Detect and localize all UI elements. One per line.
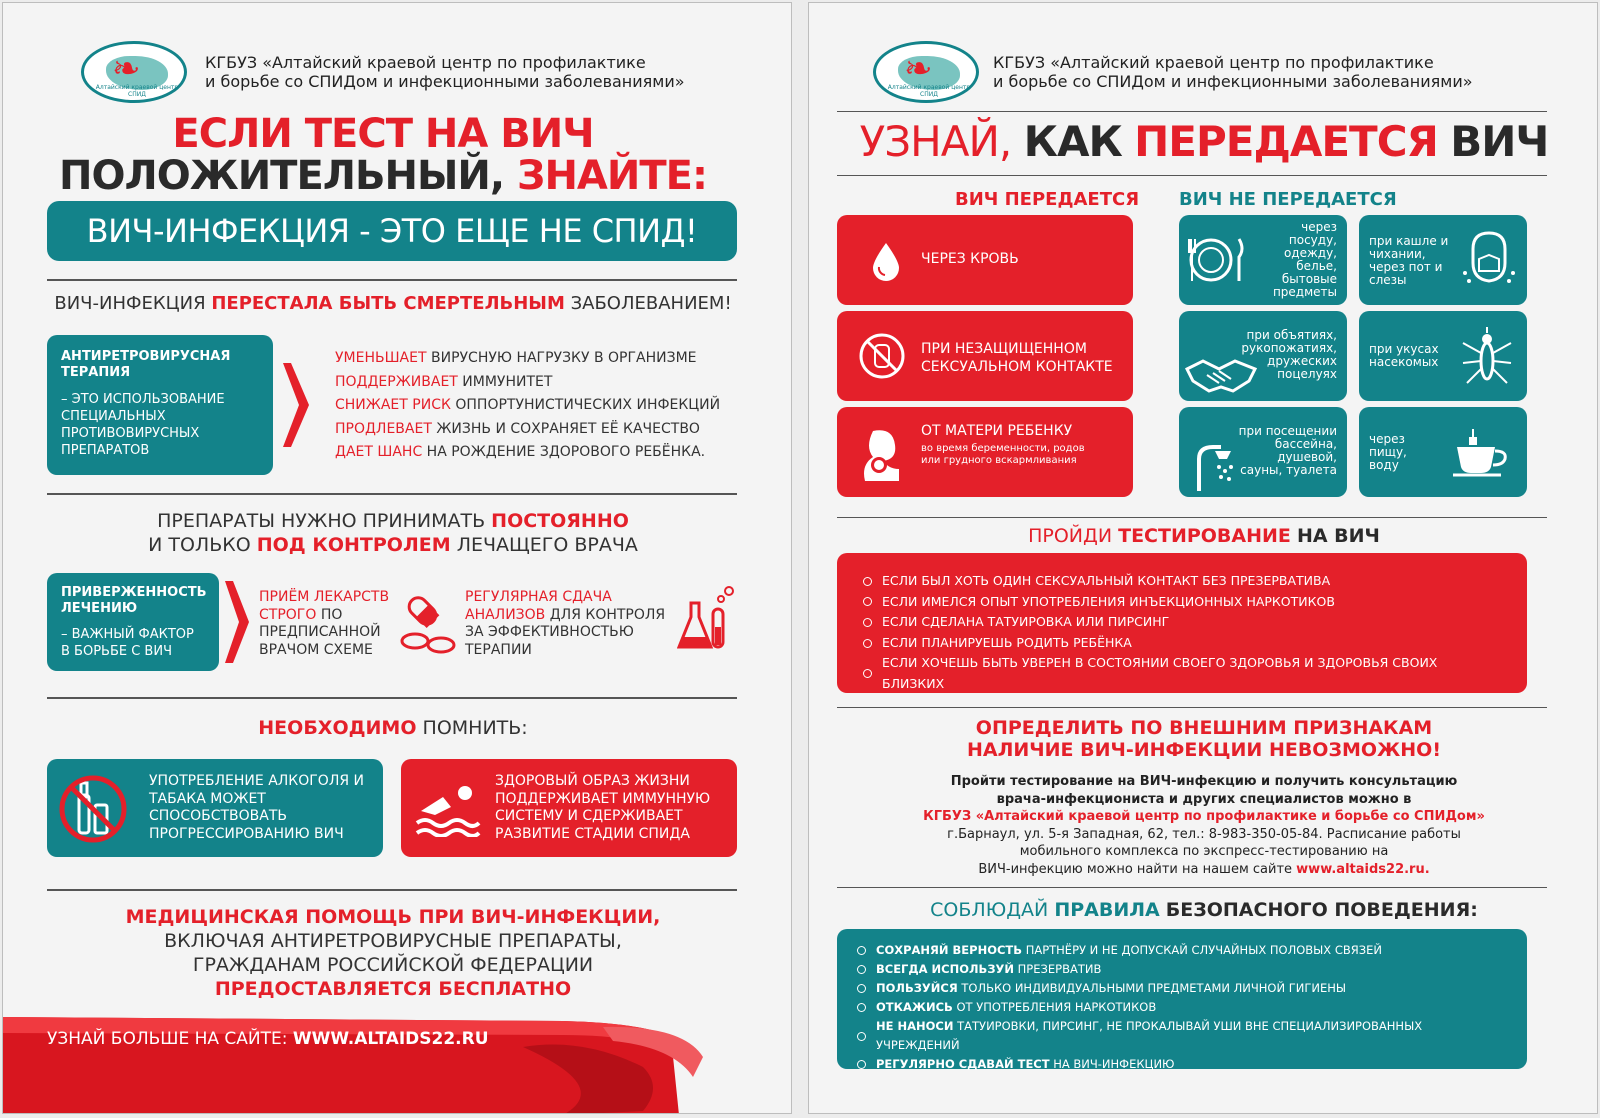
arrow-icon xyxy=(225,581,249,663)
info-2: врача-инфекциониста и других специалистов можно в xyxy=(996,791,1412,807)
flask-icon xyxy=(677,583,737,655)
art-effect xyxy=(335,347,720,371)
footer-a: УЗНАЙ БОЛЬШЕ НА САЙТЕ: xyxy=(47,1029,288,1049)
divider xyxy=(837,707,1547,708)
med-1: МЕДИЦИНСКАЯ ПОМОЩЬ ПРИ ВИЧ-ИНФЕКЦИИ, xyxy=(125,906,661,928)
rule-bold: ВСЕГДА ИСПОЛЬЗУЙ xyxy=(876,962,1014,976)
rules-heading xyxy=(809,899,1598,921)
testing-item-text: ЕСЛИ ХОЧЕШЬ БЫТЬ УВЕРЕН В СОСТОЯНИИ СВОЕГО ЗДОРОВЬЯ И ЗДОРОВЬЯ СВОИХ БЛИЗКИХ xyxy=(882,655,1438,691)
effect-text: ЖИЗНЬ И СОХРАНЯЕТ ЕЁ КАЧЕСТВО xyxy=(436,420,700,437)
bullet-icon xyxy=(857,965,866,974)
title-how: КАК xyxy=(1023,117,1122,166)
rules-b: ПРАВИЛА xyxy=(1054,899,1160,921)
divider xyxy=(837,887,1547,888)
transmitted-card xyxy=(837,311,1133,401)
not-fatal-statement xyxy=(3,293,783,314)
org-logo xyxy=(873,41,979,103)
rule-item xyxy=(857,1055,1507,1074)
logo-caption: Алтайский краевой центр СПИД xyxy=(95,84,179,98)
testing-box xyxy=(837,553,1527,693)
not-transmitted-text: через пищу, воду xyxy=(1369,432,1407,472)
rules-a: СОБЛЮДАЙ xyxy=(930,899,1049,921)
rule-item xyxy=(857,1017,1507,1055)
not-transmitted-card xyxy=(1359,407,1527,497)
testing-b: ТЕСТИРОВАНИЕ xyxy=(1118,525,1291,547)
org-name-line1: КГБУЗ «Алтайский краевой центр по профилактике xyxy=(205,53,646,72)
bullet-icon xyxy=(863,669,872,678)
med-2: ВКЛЮЧАЯ АНТИРЕТРОВИРУСНЫЕ ПРЕПАРАТЫ, xyxy=(164,930,622,952)
testing-item xyxy=(863,571,1501,592)
rule-text: НА ВИЧ-ИНФЕКЦИЮ xyxy=(1053,1057,1175,1071)
effect-verb: ДАЕТ ШАНС xyxy=(335,444,423,460)
transmitted-card xyxy=(837,407,1133,497)
art-title: АНТИРЕТРОВИРУСНАЯ ТЕРАПИЯ xyxy=(61,349,231,380)
tea-cup-icon xyxy=(1451,425,1515,479)
divider xyxy=(837,111,1547,112)
divider xyxy=(47,279,737,281)
divider xyxy=(47,697,737,699)
adherence-box xyxy=(47,573,219,671)
transmitted-text: ОТ МАТЕРИ РЕБЕНКУ xyxy=(921,423,1073,439)
rules-box xyxy=(837,929,1527,1069)
red-ribbon-icon: ❧ xyxy=(904,49,933,89)
org-logo xyxy=(81,41,187,103)
alcohol-box xyxy=(47,759,383,857)
not-transmitted-text: при кашле и чихании, через пот и слезы xyxy=(1369,234,1449,287)
healthy-text: ЗДОРОВЫЙ ОБРАЗ ЖИЗНИ ПОДДЕРЖИВАЕТ ИММУННУЮ СИСТЕМУ И СДЕРЖИВАЕТ РАЗВИТИЕ СТАДИИ СПИДА xyxy=(495,773,711,842)
divider xyxy=(47,493,737,495)
not-transmitted-card xyxy=(1179,215,1347,305)
transmitted-heading: ВИЧ ПЕРЕДАЕТСЯ xyxy=(955,189,1140,210)
testing-a: ПРОЙДИ xyxy=(1028,525,1113,547)
tests-rest: ДЛЯ КОНТРОЛЯ ЗА ЭФФЕКТИВНОСТЬЮ ТЕРАПИИ xyxy=(465,606,666,658)
divider xyxy=(47,889,737,891)
title-learn: УЗНАЙ, xyxy=(859,117,1012,166)
org-name-line1: КГБУЗ «Алтайский краевой центр по профилактике xyxy=(993,53,1434,72)
healthy-box xyxy=(401,759,737,857)
rule-text: ПАРТНЁРУ И НЕ ДОПУСКАЙ СЛУЧАЙНЫХ ПОЛОВЫХ СВЯЗЕЙ xyxy=(1025,943,1382,957)
left-page xyxy=(2,2,792,1114)
transmitted-text: ЧЕРЕЗ КРОВЬ xyxy=(921,251,1019,267)
website-link[interactable]: www.altaids22.ru. xyxy=(1296,861,1430,877)
not-aids-banner xyxy=(47,201,737,261)
rule-item xyxy=(857,960,1507,979)
not-transmitted-text: через посуду, одежду, белье, бытовые предметы xyxy=(1272,220,1337,299)
art-effect xyxy=(335,441,720,465)
info-5: мобильного комплекса по экспресс-тестированию на xyxy=(1019,844,1389,859)
bullet-icon xyxy=(863,577,872,586)
transmission-title xyxy=(809,117,1598,166)
banner-text: ВИЧ-ИНФЕКЦИЯ - ЭТО ЕЩЕ НЕ СПИД! xyxy=(86,212,698,250)
testing-c: НА ВИЧ xyxy=(1296,525,1380,547)
bullet-icon xyxy=(857,1060,866,1069)
tests-text xyxy=(465,589,685,659)
footer-ribbon xyxy=(3,1007,792,1114)
logo-caption: Алтайский краевой центр СПИД xyxy=(887,84,971,98)
drugs-c: И ТОЛЬКО xyxy=(148,534,251,556)
art-desc: – ЭТО ИСПОЛЬЗОВАНИЕ СПЕЦИАЛЬНЫХ ПРОТИВОВИРУСНЫХ ПРЕПАРАТОВ xyxy=(61,392,225,458)
info-3: КГБУЗ «Алтайский краевой центр по профилактике и борьбе со СПИДом» xyxy=(923,809,1485,824)
bullet-icon xyxy=(857,1003,866,1012)
rule-bold: СОХРАНЯЙ ВЕРНОСТЬ xyxy=(876,943,1023,957)
impossible-2: НАЛИЧИЕ ВИЧ-ИНФЕКЦИИ НЕВОЗМОЖНО! xyxy=(966,739,1441,761)
rule-text: ТОЛЬКО ИНДИВИДУАЛЬНЫМИ ПРЕДМЕТАМИ ЛИЧНОЙ ГИГИЕНЫ xyxy=(961,981,1347,995)
title-know: ЗНАЙТЕ: xyxy=(517,153,707,199)
intake-rest: ПО ПРЕДПИСАННОЙ ВРАЧОМ СХЕМЕ xyxy=(259,606,381,658)
art-box xyxy=(47,335,273,475)
rule-text: ТАТУИРОВКИ, ПИРСИНГ, НЕ ПРОКАЛЫВАЙ УШИ ВНЕ СПЕЦИАЛИЗИРОВАННЫХ УЧРЕЖДЕНИЙ xyxy=(876,1019,1423,1052)
swimmer-icon xyxy=(415,781,481,837)
statement-b: ПЕРЕСТАЛА БЫТЬ СМЕРТЕЛЬНЫМ xyxy=(211,293,565,314)
divider xyxy=(837,175,1547,176)
bullet-icon xyxy=(857,1032,866,1041)
bullet-icon xyxy=(857,984,866,993)
intake-red: ПРИЁМ ЛЕКАРСТВ СТРОГО xyxy=(259,589,390,623)
not-transmitted-card xyxy=(1179,311,1347,401)
effect-verb: ПОДДЕРЖИВАЕТ xyxy=(335,373,458,390)
rule-bold: НЕ НАНОСИ xyxy=(876,1019,954,1033)
info-4: г.Барнаул, ул. 5-я Западная, 62, тел.: 8-983-350-05-84. Расписание работы xyxy=(947,826,1461,842)
intake-text xyxy=(259,589,399,659)
impossible-statement xyxy=(809,717,1598,761)
statement-c: ЗАБОЛЕВАНИЕМ! xyxy=(570,293,732,314)
title-line2 xyxy=(3,153,763,199)
red-ribbon-icon: ❧ xyxy=(112,49,141,89)
testing-item xyxy=(863,612,1501,633)
testing-item xyxy=(863,592,1501,613)
statement-a: ВИЧ-ИНФЕКЦИЯ xyxy=(54,293,206,314)
testing-item-text: ЕСЛИ ПЛАНИРУЕШЬ РОДИТЬ РЕБЁНКА xyxy=(882,634,1132,650)
free-care-statement xyxy=(3,905,783,1001)
right-page xyxy=(808,2,1598,1114)
drugs-e: ЛЕЧАЩЕГО ВРАЧА xyxy=(456,534,638,556)
effect-text: НА РОЖДЕНИЕ ЗДОРОВОГО РЕБЁНКА. xyxy=(426,444,706,460)
med-3: ГРАЖДАНАМ РОССИЙСКОЙ ФЕДЕРАЦИИ xyxy=(192,954,594,976)
arrow-icon xyxy=(283,363,309,447)
drugs-b: ПОСТОЯННО xyxy=(491,510,629,532)
footer-text xyxy=(47,1029,489,1049)
remember-heading xyxy=(3,717,783,739)
info-6: ВИЧ-инфекцию можно найти на нашем сайте xyxy=(978,861,1293,877)
bullet-icon xyxy=(863,639,872,648)
rule-text: ОТ УПОТРЕБЛЕНИЯ НАРКОТИКОВ xyxy=(956,1000,1157,1014)
remember-b: ПОМНИТЬ: xyxy=(422,717,528,739)
org-name xyxy=(205,53,685,91)
bullet-icon xyxy=(863,597,872,606)
effect-text: ИММУНИТЕТ xyxy=(462,373,553,390)
testing-item-text: ЕСЛИ ИМЕЛСЯ ОПЫТ УПОТРЕБЛЕНИЯ ИНЪЕКЦИОННЫХ НАРКОТИКОВ xyxy=(882,593,1335,609)
tests-red: РЕГУЛЯРНАЯ СДАЧА АНАЛИЗОВ xyxy=(465,589,612,623)
website-link[interactable]: WWW.ALTAIDS22.RU xyxy=(292,1029,489,1049)
org-name-line2: и борьбе со СПИДом и инфекционными заболеваниями» xyxy=(993,72,1473,91)
rule-bold: ПОЛЬЗУЙСЯ xyxy=(876,981,958,995)
blood-drop-icon xyxy=(871,241,901,281)
title-hiv: ВИЧ xyxy=(1450,117,1549,166)
divider xyxy=(837,517,1547,518)
art-effect xyxy=(335,394,720,418)
not-transmitted-text: при укусах насекомых xyxy=(1369,342,1439,369)
transmitted-note: во время беременности, родов или грудного вскармливания xyxy=(921,443,1085,466)
effect-verb: СНИЖАЕТ РИСК xyxy=(335,397,451,413)
testing-item-text: ЕСЛИ СДЕЛАНА ТАТУИРОВКА ИЛИ ПИРСИНГ xyxy=(882,614,1170,630)
org-name xyxy=(993,53,1473,91)
title-line1: ЕСЛИ ТЕСТ НА ВИЧ xyxy=(172,111,594,157)
remember-a: НЕОБХОДИМО xyxy=(258,717,417,739)
art-effects-list xyxy=(335,347,720,465)
rules-c: БЕЗОПАСНОГО ПОВЕДЕНИЯ: xyxy=(1165,899,1478,921)
no-alcohol-icon xyxy=(57,773,129,845)
alcohol-text: УПОТРЕБЛЕНИЕ АЛКОГОЛЯ И ТАБАКА МОЖЕТ СПОСОБСТВОВАТЬ ПРОГРЕССИРОВАНИЮ ВИЧ xyxy=(149,773,364,842)
testing-heading xyxy=(809,525,1598,547)
transmitted-card xyxy=(837,215,1133,305)
not-transmitted-card xyxy=(1359,215,1527,305)
no-unprotected-sex-icon xyxy=(857,331,907,381)
info-1: Пройти тестирование на ВИЧ-инфекцию и получить консультацию xyxy=(950,774,1458,789)
not-transmitted-text: при объятиях, рукопожатиях, дружеских поцелуях xyxy=(1241,328,1337,381)
impossible-1: ОПРЕДЕЛИТЬ ПО ВНЕШНИМ ПРИЗНАКАМ xyxy=(975,717,1433,739)
effect-verb: УМЕНЬШАЕТ xyxy=(335,350,427,366)
mother-child-icon xyxy=(859,425,905,483)
bullet-icon xyxy=(857,946,866,955)
med-4: ПРЕДОСТАВЛЯЕТСЯ БЕСПЛАТНО xyxy=(214,978,572,1000)
title-transmitted: ПЕРЕДАЕТСЯ xyxy=(1134,117,1438,166)
cough-icon xyxy=(1459,229,1519,291)
rule-item xyxy=(857,979,1507,998)
art-effect xyxy=(335,371,720,395)
drugs-statement xyxy=(3,509,783,557)
adherence-desc: – ВАЖНЫЙ ФАКТОР В БОРЬБЕ С ВИЧ xyxy=(61,627,194,659)
not-transmitted-text: при посещении бассейна, душевой, сауны, туалета xyxy=(1238,424,1337,477)
effect-verb: ПРОДЛЕВАЕТ xyxy=(335,420,432,437)
bullet-icon xyxy=(863,618,872,627)
testing-item xyxy=(863,633,1501,654)
not-transmitted-card xyxy=(1179,407,1347,497)
effect-text: ВИРУСНУЮ НАГРУЗКУ В ОРГАНИЗМЕ xyxy=(431,350,697,366)
not-transmitted-card xyxy=(1359,311,1527,401)
rule-item xyxy=(857,941,1507,960)
not-transmitted-heading: ВИЧ НЕ ПЕРЕДАЕТСЯ xyxy=(1179,189,1397,210)
transmitted-text: ПРИ НЕЗАЩИЩЕННОМ СЕКСУАЛЬНОМ КОНТАКТЕ xyxy=(921,341,1113,375)
rule-bold: РЕГУЛЯРНО СДАВАЙ ТЕСТ xyxy=(876,1057,1050,1071)
pills-icon xyxy=(399,587,459,655)
rule-text: ПРЕЗЕРВАТИВ xyxy=(1017,962,1102,976)
adherence-title: ПРИВЕРЖЕННОСТЬ ЛЕЧЕНИЮ xyxy=(61,585,207,616)
rule-item xyxy=(857,998,1507,1017)
drugs-a: ПРЕПАРАТЫ НУЖНО ПРИНИМАТЬ xyxy=(157,510,486,532)
org-name-line2: и борьбе со СПИДом и инфекционными заболеваниями» xyxy=(205,72,685,91)
testing-item xyxy=(863,653,1501,694)
effect-text: ОППОРТУНИСТИЧЕСКИХ ИНФЕКЦИЙ xyxy=(455,397,721,413)
dishes-icon xyxy=(1187,235,1249,285)
contact-info xyxy=(809,773,1598,878)
drugs-d: ПОД КОНТРОЛЕМ xyxy=(256,534,451,556)
testing-item-text: ЕСЛИ БЫЛ ХОТЬ ОДИН СЕКСУАЛЬНЫЙ КОНТАКТ БЕЗ ПРЕЗЕРВАТИВА xyxy=(882,573,1331,588)
mosquito-icon xyxy=(1459,327,1515,387)
title-positive: ПОЛОЖИТЕЛЬНЫЙ, xyxy=(59,153,505,199)
rule-bold: ОТКАЖИСЬ xyxy=(876,1000,953,1014)
art-effect xyxy=(335,418,720,442)
